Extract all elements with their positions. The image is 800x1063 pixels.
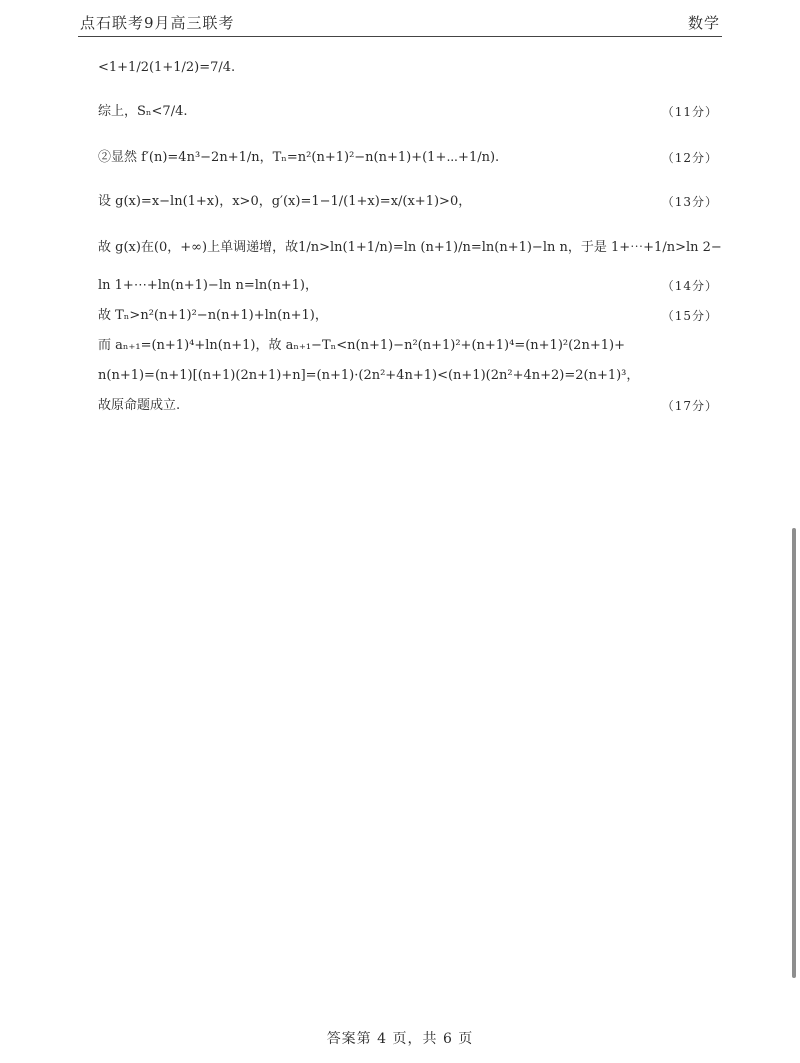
answer-line-text: ln 1+⋯+ln(n+1)−ln n=ln(n+1)， — [98, 278, 318, 293]
answer-line-text: 故 g(x)在(0，+∞)上单调递增，故1/n>ln(1+1/n)=ln (n+1)/n=ln(n+1)−ln n，于是 1+⋯+1/n>ln 2− — [98, 240, 722, 255]
score-label: （13分） — [661, 195, 718, 209]
score-label: （12分） — [661, 151, 718, 165]
answer-line — [98, 306, 718, 326]
answer-line-text: 而 aₙ₊₁=(n+1)⁴+ln(n+1)，故 aₙ₊₁−Tₙ<n(n+1)−n²(n+1)²+(n+1)⁴=(n+1)²(2n+1)+ — [98, 338, 625, 353]
answer-line — [98, 102, 718, 122]
answer-line — [98, 58, 718, 78]
scrollbar[interactable] — [792, 528, 796, 978]
answer-line-text: ②显然 f′(n)=4n³−2n+1/n，Tₙ=n²(n+1)²−n(n+1)+(1+⋯+1/n). — [98, 150, 500, 165]
header-subject: 数学 — [687, 14, 720, 32]
page-footer: 答案第 4 页，共 6 页 — [326, 1031, 474, 1047]
page-header — [78, 10, 722, 37]
answer-line-text: <1+1/2(1+1/2)=7/4. — [98, 60, 236, 75]
header-exam-title: 点石联考9月高三联考 — [80, 14, 235, 32]
answer-line — [98, 366, 718, 386]
answer-line-text: n(n+1)=(n+1)[(n+1)(2n+1)+n]=(n+1)·(2n²+4n+1)<(n+1)(2n²+4n+2)=2(n+1)³， — [98, 368, 640, 383]
answer-line — [98, 276, 718, 296]
answer-line-text: 综上，Sₙ<7/4. — [98, 104, 188, 119]
answer-line — [98, 396, 718, 416]
score-label: （15分） — [661, 309, 718, 323]
answer-line — [98, 192, 718, 212]
score-label: （17分） — [661, 399, 718, 413]
answer-line — [98, 148, 718, 168]
score-label: （11分） — [661, 105, 718, 119]
answer-line-text: 设 g(x)=x−ln(1+x)，x>0，g′(x)=1−1/(1+x)=x/(x+1)>0， — [98, 194, 472, 209]
score-label: （14分） — [661, 279, 718, 293]
answer-line — [98, 336, 718, 356]
answer-line-text: 故 Tₙ>n²(n+1)²−n(n+1)+ln(n+1)， — [98, 308, 328, 323]
answer-line-text: 故原命题成立. — [98, 398, 181, 413]
answer-line — [98, 238, 722, 258]
